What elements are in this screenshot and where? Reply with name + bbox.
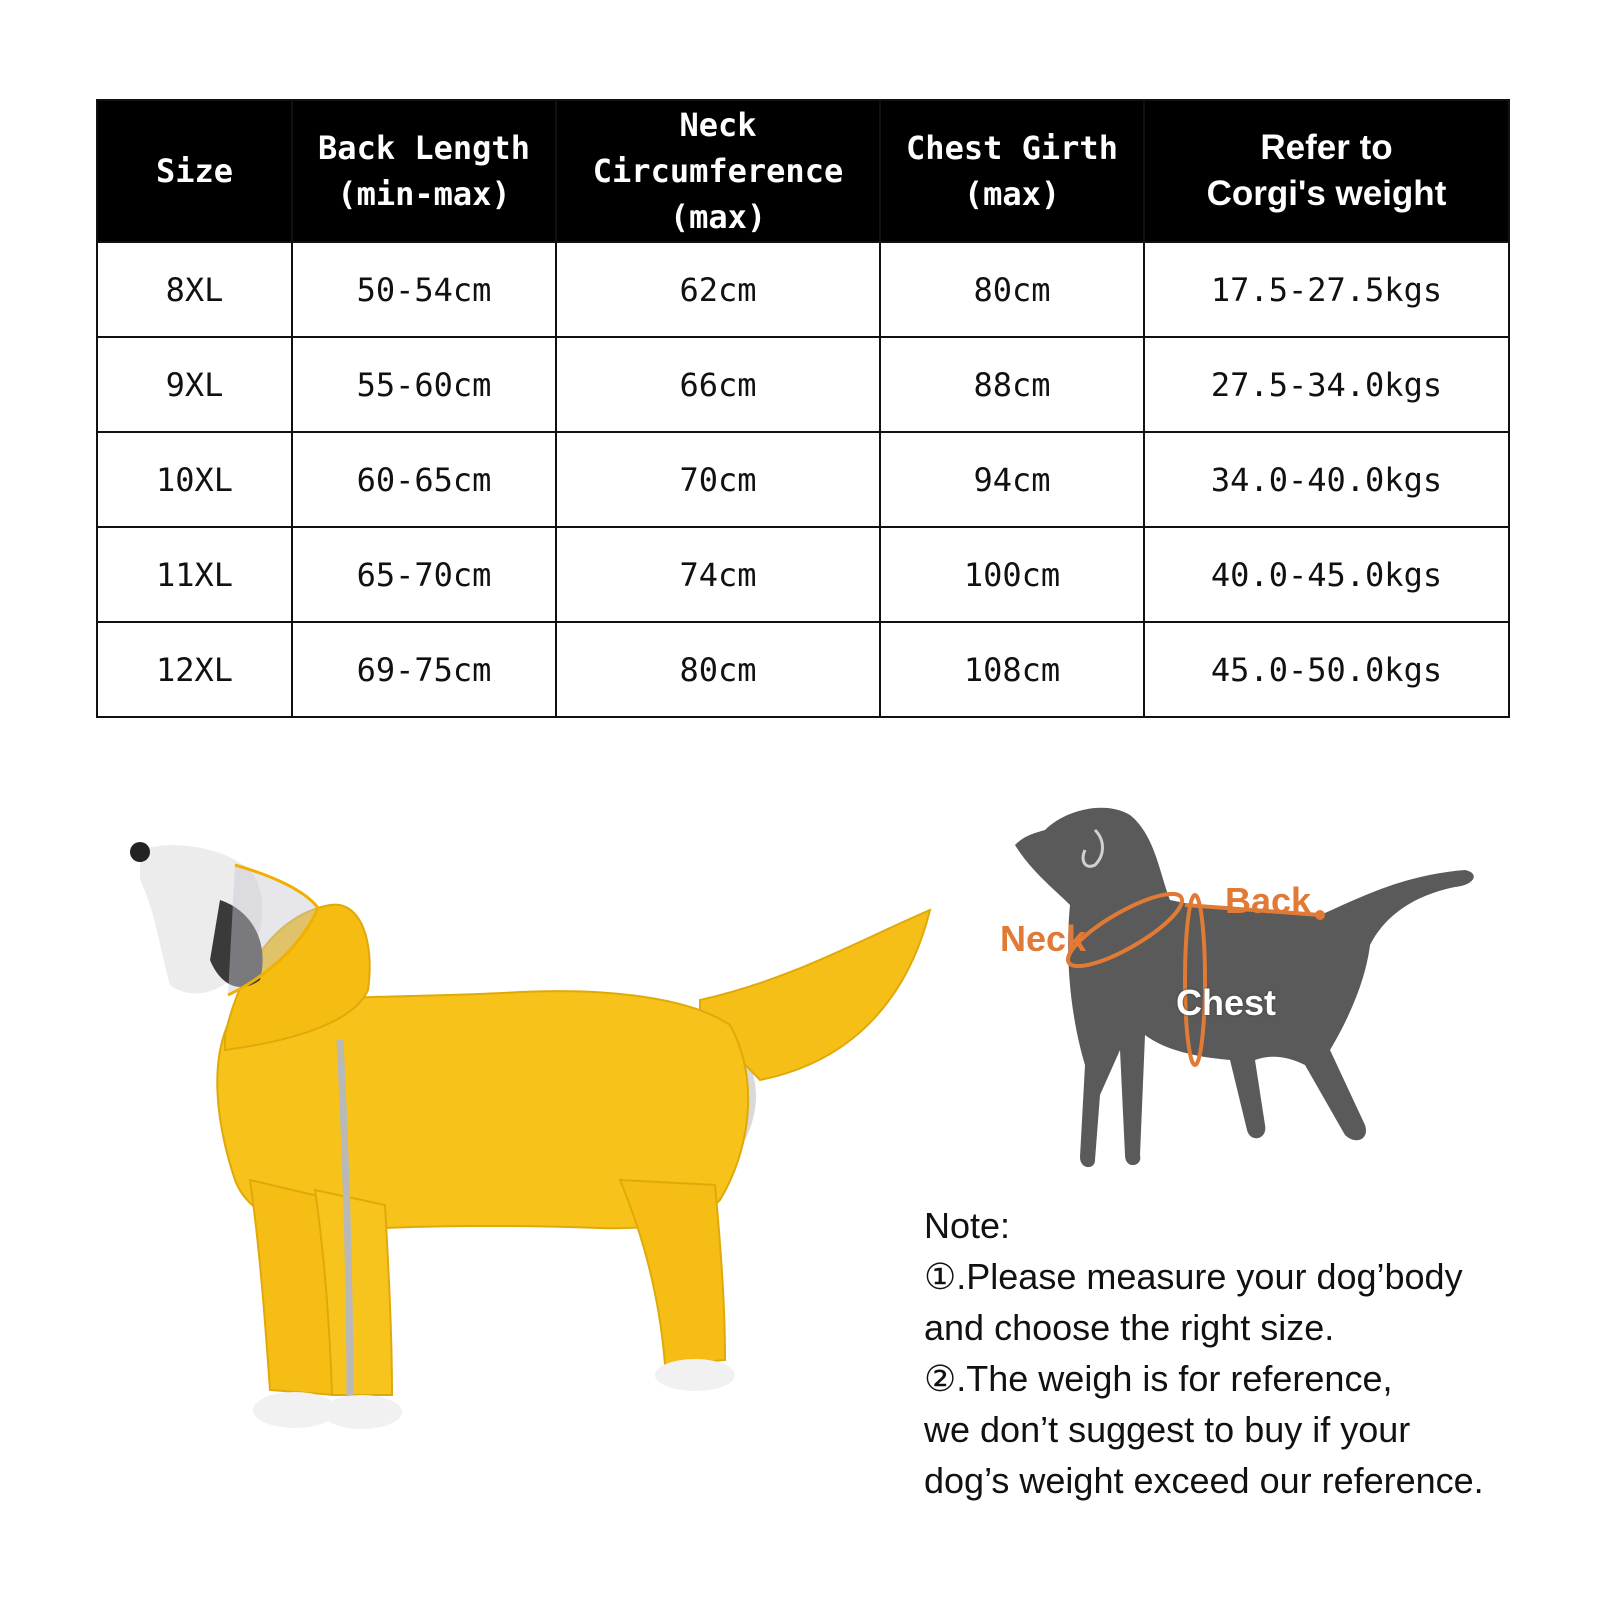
cell-size: 11XL — [97, 527, 292, 622]
table-row — [97, 337, 1509, 432]
note-line: ②.The weigh is for reference, — [924, 1358, 1393, 1399]
cell-weight: 45.0-50.0kgs — [1144, 622, 1509, 717]
dog-raincoat-photo — [100, 820, 960, 1470]
dog-paw — [655, 1359, 735, 1391]
cell-back-length: 69-75cm — [292, 622, 556, 717]
cell-neck: 70cm — [556, 432, 880, 527]
back-measure-endpoint — [1315, 910, 1325, 920]
cell-back-length: 65-70cm — [292, 527, 556, 622]
size-chart-header-row — [97, 100, 1509, 242]
table-row — [97, 242, 1509, 337]
size-chart-table — [96, 99, 1510, 718]
cell-weight: 27.5-34.0kgs — [1144, 337, 1509, 432]
cell-back-length: 55-60cm — [292, 337, 556, 432]
dog-nose — [130, 842, 150, 862]
header-back-length: Back Length (min-max) — [292, 100, 556, 242]
cell-neck: 62cm — [556, 242, 880, 337]
cell-size: 9XL — [97, 337, 292, 432]
table-row — [97, 622, 1509, 717]
cell-back-length: 60-65cm — [292, 432, 556, 527]
note-title: Note: — [924, 1205, 1011, 1246]
back-label: Back — [1225, 880, 1312, 921]
cell-size: 8XL — [97, 242, 292, 337]
cell-chest: 100cm — [880, 527, 1144, 622]
cell-weight: 17.5-27.5kgs — [1144, 242, 1509, 337]
table-row — [97, 432, 1509, 527]
note-line: and choose the right size. — [924, 1307, 1335, 1348]
chest-label: Chest — [1176, 982, 1277, 1023]
raincoat-back-leg — [620, 1180, 725, 1365]
cell-weight: 40.0-45.0kgs — [1144, 527, 1509, 622]
neck-label: Neck — [1000, 918, 1087, 959]
cell-size: 10XL — [97, 432, 292, 527]
cell-size: 12XL — [97, 622, 292, 717]
sizing-note — [924, 1200, 1584, 1506]
cell-chest: 94cm — [880, 432, 1144, 527]
header-neck-circumference: Neck Circumference (max) — [556, 100, 880, 242]
header-chest-girth: Chest Girth (max) — [880, 100, 1144, 242]
note-line: we don’t suggest to buy if your — [924, 1409, 1411, 1450]
cell-weight: 34.0-40.0kgs — [1144, 432, 1509, 527]
cell-chest: 80cm — [880, 242, 1144, 337]
note-line: ①.Please measure your dog’body — [924, 1256, 1463, 1297]
cell-chest: 88cm — [880, 337, 1144, 432]
note-line: dog’s weight exceed our reference. — [924, 1460, 1484, 1501]
cell-chest: 108cm — [880, 622, 1144, 717]
header-corgi-weight: Refer to Corgi's weight — [1144, 100, 1509, 242]
table-row — [97, 527, 1509, 622]
cell-back-length: 50-54cm — [292, 242, 556, 337]
cell-neck: 66cm — [556, 337, 880, 432]
dog-paw — [322, 1395, 402, 1429]
cell-neck: 74cm — [556, 527, 880, 622]
header-size: Size — [97, 100, 292, 242]
cell-neck: 80cm — [556, 622, 880, 717]
